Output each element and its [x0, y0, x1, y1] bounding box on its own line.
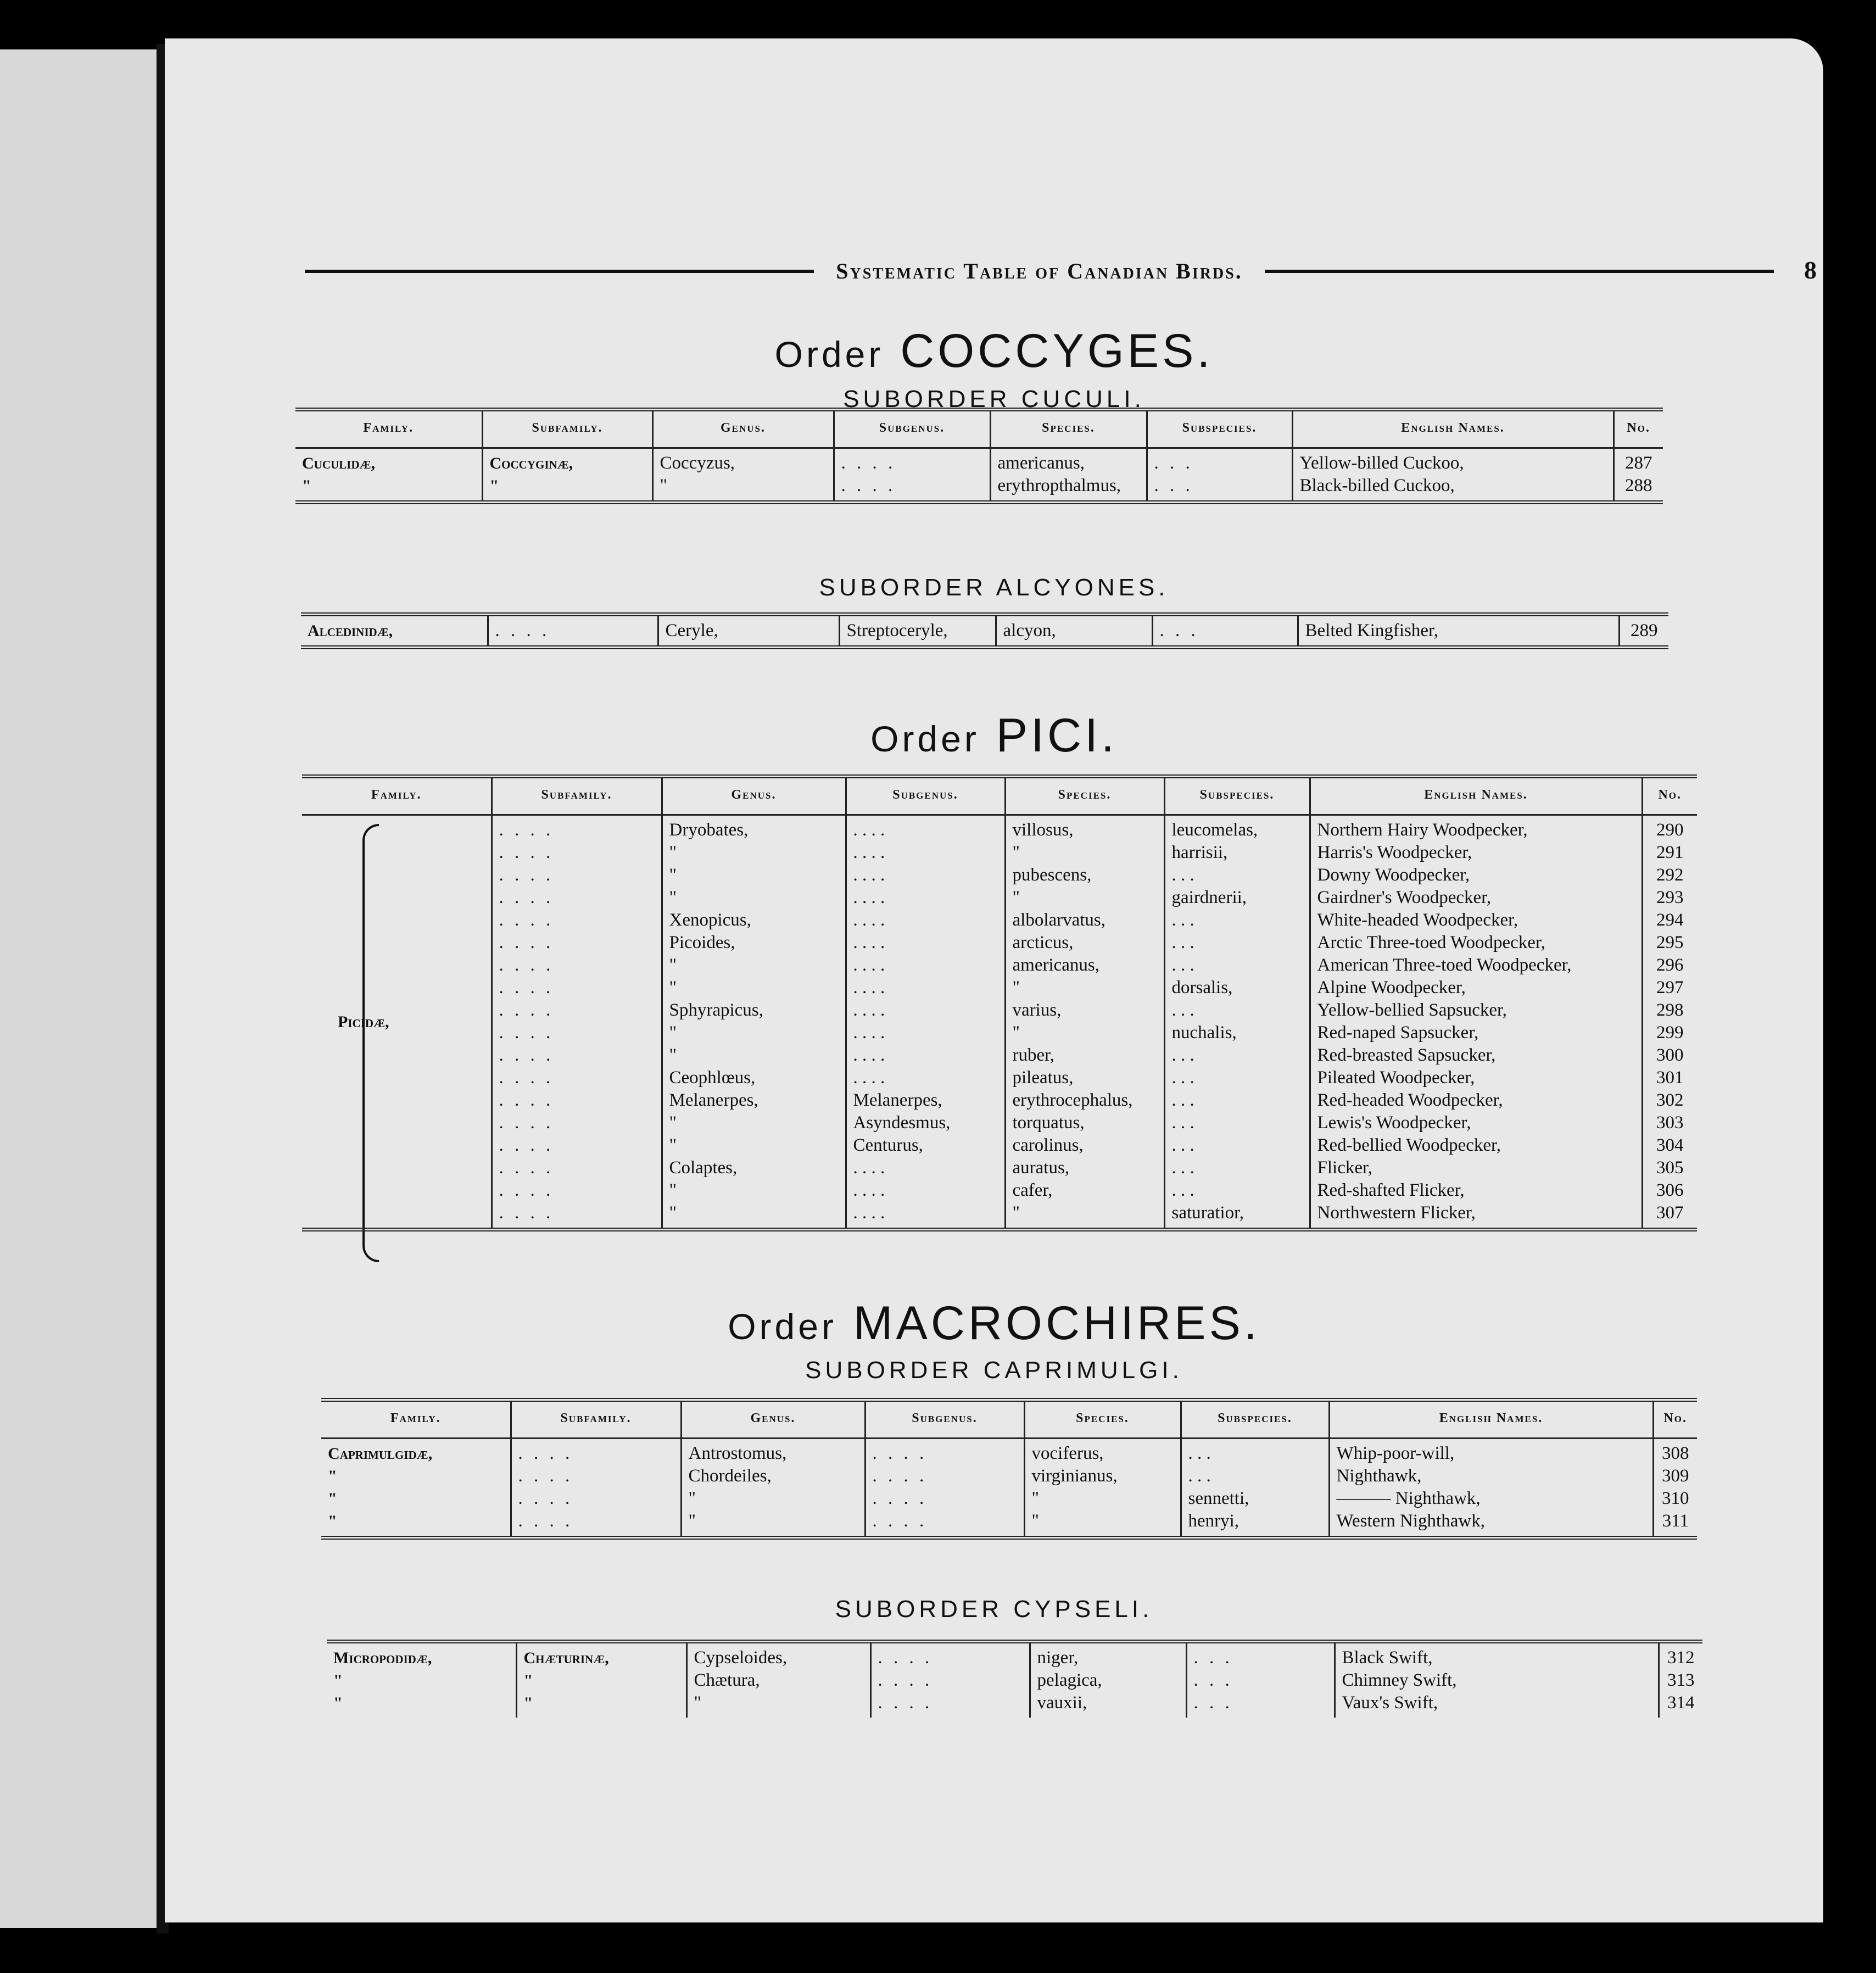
- cell-genus: Dryobates, " " " Xenopicus, Picoides, " " Sphyrapicus, " " Ceophlœus, Melanerpes, " " Colaptes, " ": [662, 815, 846, 1230]
- running-header: [305, 258, 1774, 284]
- cell-subspecies: . . .: [1152, 615, 1298, 648]
- col-subfamily: Subfamily.: [492, 777, 662, 815]
- suborder-cypseli-heading: SUBORDER CYPSELI.: [835, 1596, 1153, 1623]
- col-species: Species.: [990, 410, 1147, 448]
- cell-subfamily: Chæturinæ, " ": [516, 1642, 686, 1718]
- cell-genus: Ceryle,: [658, 615, 839, 648]
- col-english-names: English Names.: [1329, 1400, 1653, 1439]
- cell-subgenus: Streptoceryle,: [839, 615, 996, 648]
- col-family: Family.: [321, 1400, 511, 1439]
- cell-species: alcyon,: [996, 615, 1152, 648]
- cell-family: Alcedinidæ,: [308, 622, 393, 640]
- cell-family: Caprimulgidæ, " " ": [328, 1445, 433, 1530]
- cell-subspecies: leucomelas, harrisii, . . . gairdnerii, . . . . . . . . . dorsalis, . . . nuchalis, . . . . . . . . . . . . . . . . . . . . . saturatior,: [1164, 815, 1310, 1230]
- suborder-cuculi-heading: SUBORDER CUCULI.: [843, 386, 1145, 413]
- header-rule-right: [1265, 270, 1774, 273]
- table-row: [295, 448, 1663, 503]
- order-name: COCCYGES.: [900, 325, 1214, 377]
- cell-family: Cuculidæ, ": [302, 454, 376, 495]
- order-macrochires-heading: [165, 1296, 1823, 1351]
- cell-family: Picidæ,: [338, 1012, 389, 1031]
- order-name: PICI.: [996, 709, 1118, 762]
- cell-subspecies: . . . . . . . . .: [1186, 1642, 1335, 1718]
- order-pici-heading: [165, 709, 1823, 763]
- col-species: Species.: [1005, 777, 1164, 815]
- col-genus: Genus.: [681, 1400, 865, 1439]
- cell-number: 312 313 314: [1659, 1642, 1702, 1718]
- order-word: Order: [728, 1306, 837, 1347]
- cell-subfamily: . . . .: [488, 615, 658, 648]
- col-subgenus: Subgenus.: [846, 777, 1005, 815]
- col-subgenus: Subgenus.: [865, 1400, 1024, 1439]
- cell-subgenus: . . . . . . . . . . . . . . . . . . . . . . . . . . . . . . . . . . . . . . . . . . . . . . . . Melanerpes, Asyndesmus, Centurus, . . . . . . . . . . . .: [846, 815, 1005, 1230]
- cell-species: niger, pelagica, vauxii,: [1030, 1642, 1186, 1718]
- order-word: Order: [870, 718, 980, 759]
- col-subfamily: Subfamily.: [511, 1400, 681, 1439]
- book-page: [165, 38, 1823, 1922]
- table-cuculi: [295, 408, 1663, 504]
- cell-species: villosus, " pubescens, " albolarvatus, arcticus, americanus, " varius, " ruber, pileatus, erythrocephalus, torquatus, carolinus, auratus, cafer, ": [1005, 815, 1164, 1230]
- cell-english-name: Belted Kingfisher,: [1298, 615, 1619, 648]
- page-number: 8: [1804, 256, 1817, 284]
- order-name: MACROCHIRES.: [853, 1297, 1260, 1350]
- header-rule-left: [305, 270, 814, 273]
- table-caprimulgi: [321, 1398, 1697, 1540]
- cell-english-name: Northern Hairy Woodpecker, Harris's Woodpecker, Downy Woodpecker, Gairdner's Woodpecker, White-headed Woodpecker, Arctic Three-toed Woodpecker, American Three-toed Woodpecker, Alpine Woodpecker, Yellow-bellied Sapsucker, Red-naped Sapsucker, Red-breasted Sapsucker, Pileated Woodpecker, Red-headed Woodpecker, Lewis's Woodpecker, Red-bellied Woodpecker, Flicker, Red-shafted Flicker, Northwestern Flicker,: [1310, 815, 1642, 1230]
- col-subfamily: Subfamily.: [482, 410, 652, 448]
- cell-number: 287 288: [1613, 448, 1663, 503]
- col-subgenus: Subgenus.: [834, 410, 990, 448]
- header-title: Systematic Table of Canadian Birds.: [836, 259, 1243, 283]
- cell-subgenus: . . . . . . . .: [834, 448, 990, 503]
- cell-english-name: Whip-poor-will, Nighthawk, ——— Nighthawk, Western Nighthawk,: [1329, 1439, 1653, 1538]
- cell-species: vociferus, virginianus, " ": [1024, 1439, 1181, 1538]
- cell-number: 290 291 292 293 294 295 296 297 298 299 300 301 302 303 304 305 306 307: [1642, 815, 1697, 1230]
- cell-genus: Cypseloides, Chætura, ": [686, 1642, 870, 1718]
- col-family: Family.: [295, 410, 482, 448]
- col-species: Species.: [1024, 1400, 1181, 1439]
- table-row: [301, 615, 1668, 648]
- facing-page-edge: [0, 49, 159, 1928]
- col-number: No.: [1642, 777, 1697, 815]
- cell-subgenus: . . . . . . . . . . . .: [870, 1642, 1030, 1718]
- cell-species: americanus, erythropthalmus,: [990, 448, 1147, 503]
- table-alcyones: [301, 612, 1668, 649]
- order-word: Order: [774, 334, 884, 375]
- cell-subfamily: . . . . . . . . . . . . . . . . . . . . . . . . . . . . . . . . . . . . . . . . . . . . . . . . . . . . . . . . . . . . . . . . . . . . . . . .: [492, 815, 662, 1230]
- cell-number: 308 309 310 311: [1653, 1439, 1697, 1538]
- col-english-names: English Names.: [1310, 777, 1642, 815]
- table-row: [321, 1439, 1697, 1538]
- cell-subspecies: . . . . . . sennetti, henryi,: [1181, 1439, 1329, 1538]
- table-row: [302, 815, 1697, 1230]
- table-row: [327, 1642, 1702, 1718]
- suborder-caprimulgi-heading: SUBORDER CAPRIMULGI.: [805, 1357, 1183, 1384]
- cell-genus: Antrostomus, Chordeiles, " ": [681, 1439, 865, 1538]
- suborder-alcyones-heading: SUBORDER ALCYONES.: [819, 574, 1169, 601]
- col-english-names: English Names.: [1292, 410, 1613, 448]
- cell-english-name: Yellow-billed Cuckoo, Black-billed Cuckoo,: [1292, 448, 1613, 503]
- col-number: No.: [1653, 1400, 1697, 1439]
- cell-family: Micropodidæ, " ": [333, 1649, 432, 1712]
- cell-subfamily: Coccyginæ, ": [482, 448, 652, 503]
- cell-number: 289: [1619, 615, 1668, 648]
- cell-subspecies: . . . . . .: [1147, 448, 1292, 503]
- col-genus: Genus.: [662, 777, 846, 815]
- col-genus: Genus.: [652, 410, 834, 448]
- col-subspecies: Subspecies.: [1181, 1400, 1329, 1439]
- col-number: No.: [1613, 410, 1663, 448]
- table-pici: [302, 774, 1697, 1231]
- cell-english-name: Black Swift, Chimney Swift, Vaux's Swift,: [1335, 1642, 1659, 1718]
- order-coccyges-heading: [165, 324, 1823, 378]
- col-subspecies: Subspecies.: [1147, 410, 1292, 448]
- col-family: Family.: [302, 777, 492, 815]
- cell-subfamily: . . . . . . . . . . . . . . . .: [511, 1439, 681, 1538]
- col-subspecies: Subspecies.: [1164, 777, 1310, 815]
- cell-genus: Coccyzus, ": [652, 448, 834, 503]
- cell-subgenus: . . . . . . . . . . . . . . . .: [865, 1439, 1024, 1538]
- table-cypseli: [327, 1640, 1702, 1718]
